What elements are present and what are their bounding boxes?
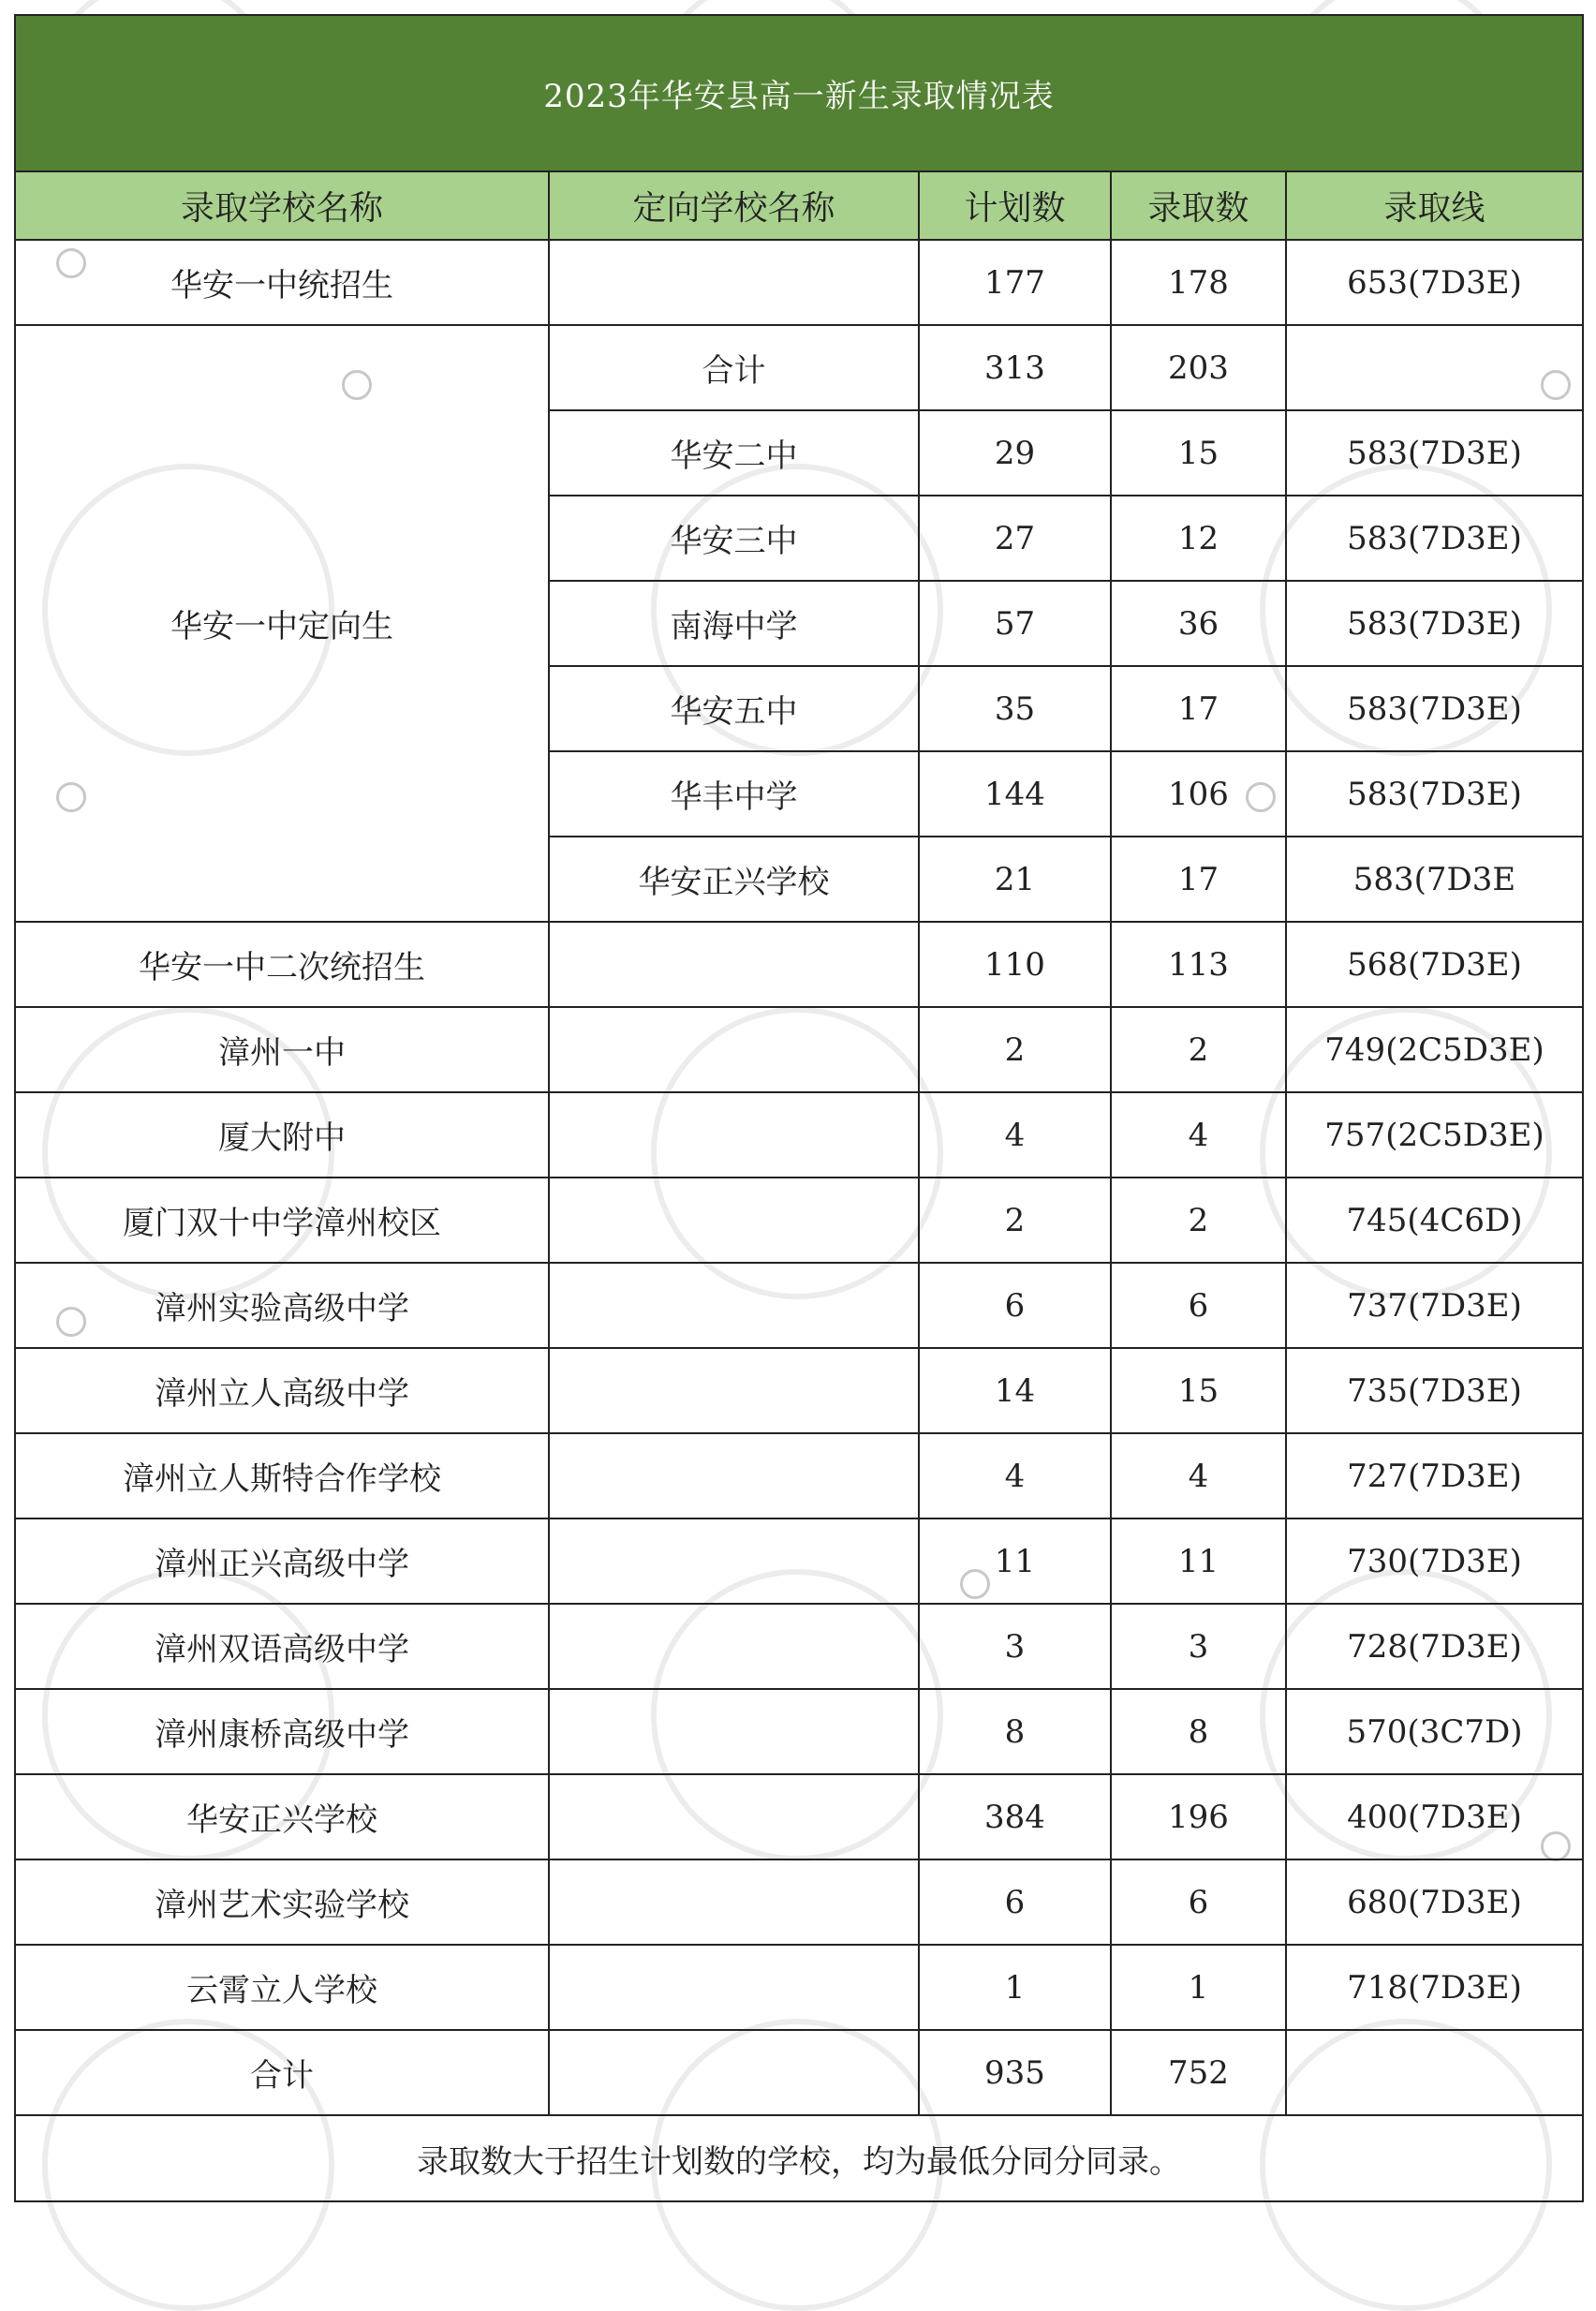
table-row (15, 1007, 1583, 1092)
table-row (15, 1604, 1583, 1689)
admitted-cell: 1 (1111, 1945, 1286, 2030)
school-cell: 漳州立人斯特合作学校 (15, 1433, 549, 1518)
admitted-cell: 8 (1111, 1689, 1286, 1774)
admitted-cell: 4 (1111, 1092, 1286, 1178)
plan-cell: 3 (919, 1604, 1111, 1689)
plan-cell: 57 (919, 581, 1111, 666)
plan-cell: 313 (919, 325, 1111, 410)
line-cell: 400(7D3E) (1286, 1774, 1583, 1859)
directed-cell (549, 1774, 919, 1859)
plan-cell: 8 (919, 1689, 1111, 1774)
table-title: 2023年华安县高一新生录取情况表 (15, 15, 1583, 171)
directed-cell (549, 1007, 919, 1092)
plan-cell: 27 (919, 496, 1111, 581)
admitted-cell: 6 (1111, 1859, 1286, 1945)
admitted-cell: 113 (1111, 922, 1286, 1007)
line-cell: 757(2C5D3E) (1286, 1092, 1583, 1178)
school-cell: 云霄立人学校 (15, 1945, 549, 2030)
plan-cell: 4 (919, 1433, 1111, 1518)
school-cell: 漳州艺术实验学校 (15, 1859, 549, 1945)
line-cell: 730(7D3E) (1286, 1518, 1583, 1604)
table-row (15, 1178, 1583, 1263)
table-row (15, 1518, 1583, 1604)
line-cell: 583(7D3E) (1286, 666, 1583, 751)
school-cell: 合计 (15, 2030, 549, 2115)
line-cell: 718(7D3E) (1286, 1945, 1583, 2030)
directed-cell: 华安二中 (549, 410, 919, 496)
school-cell: 漳州立人高级中学 (15, 1348, 549, 1433)
line-cell: 727(7D3E) (1286, 1433, 1583, 1518)
school-cell: 漳州实验高级中学 (15, 1263, 549, 1348)
line-cell (1286, 2030, 1583, 2115)
plan-cell: 11 (919, 1518, 1111, 1604)
admitted-cell: 17 (1111, 666, 1286, 751)
line-cell: 680(7D3E) (1286, 1859, 1583, 1945)
plan-cell: 1 (919, 1945, 1111, 2030)
line-cell: 728(7D3E) (1286, 1604, 1583, 1689)
col-header-school: 录取学校名称 (15, 171, 549, 240)
admitted-cell: 6 (1111, 1263, 1286, 1348)
directed-cell (549, 1348, 919, 1433)
plan-cell: 2 (919, 1007, 1111, 1092)
plan-cell: 6 (919, 1263, 1111, 1348)
table-row (15, 1348, 1583, 1433)
line-cell: 735(7D3E) (1286, 1348, 1583, 1433)
admitted-cell: 3 (1111, 1604, 1286, 1689)
admitted-cell: 2 (1111, 1007, 1286, 1092)
table-row (15, 1092, 1583, 1178)
table-row (15, 922, 1583, 1007)
admitted-cell: 196 (1111, 1774, 1286, 1859)
directed-cell (549, 1604, 919, 1689)
col-header-plan: 计划数 (919, 171, 1111, 240)
directed-cell (549, 1689, 919, 1774)
table-row (15, 1774, 1583, 1859)
footnote: 录取数大于招生计划数的学校，均为最低分同分同录。 (15, 2115, 1583, 2201)
directed-cell (549, 1859, 919, 1945)
directed-cell: 华安正兴学校 (549, 837, 919, 922)
school-cell: 华安正兴学校 (15, 1774, 549, 1859)
col-header-line: 录取线 (1286, 171, 1583, 240)
admitted-cell: 36 (1111, 581, 1286, 666)
admission-sheet (14, 14, 1582, 2220)
school-cell: 华安一中统招生 (15, 240, 549, 325)
line-cell: 583(7D3E) (1286, 581, 1583, 666)
directed-cell (549, 1945, 919, 2030)
directed-cell (549, 1518, 919, 1604)
admitted-cell: 15 (1111, 1348, 1286, 1433)
school-cell: 华安一中二次统招生 (15, 922, 549, 1007)
plan-cell: 935 (919, 2030, 1111, 2115)
admitted-cell: 752 (1111, 2030, 1286, 2115)
school-cell: 厦门双十中学漳州校区 (15, 1178, 549, 1263)
table-row (15, 325, 1583, 410)
plan-cell: 4 (919, 1092, 1111, 1178)
directed-cell: 合计 (549, 325, 919, 410)
note-row (15, 2115, 1583, 2201)
directed-cell (549, 922, 919, 1007)
table-row (15, 1945, 1583, 2030)
line-cell: 745(4C6D) (1286, 1178, 1583, 1263)
line-cell: 568(7D3E) (1286, 922, 1583, 1007)
line-cell (1286, 325, 1583, 410)
school-cell: 漳州一中 (15, 1007, 549, 1092)
plan-cell: 2 (919, 1178, 1111, 1263)
admitted-cell: 11 (1111, 1518, 1286, 1604)
school-cell: 厦大附中 (15, 1092, 549, 1178)
line-cell: 583(7D3E (1286, 837, 1583, 922)
plan-cell: 21 (919, 837, 1111, 922)
plan-cell: 144 (919, 751, 1111, 837)
line-cell: 749(2C5D3E) (1286, 1007, 1583, 1092)
admitted-cell: 178 (1111, 240, 1286, 325)
plan-cell: 35 (919, 666, 1111, 751)
total-row (15, 2030, 1583, 2115)
col-header-directed: 定向学校名称 (549, 171, 919, 240)
directed-cell (549, 1263, 919, 1348)
col-header-admitted: 录取数 (1111, 171, 1286, 240)
line-cell: 583(7D3E) (1286, 496, 1583, 581)
title-row (15, 15, 1583, 171)
table-row (15, 1433, 1583, 1518)
directed-cell (549, 240, 919, 325)
admitted-cell: 2 (1111, 1178, 1286, 1263)
admitted-cell: 15 (1111, 410, 1286, 496)
header-row (15, 171, 1583, 240)
admitted-cell: 17 (1111, 837, 1286, 922)
plan-cell: 110 (919, 922, 1111, 1007)
table-row (15, 1263, 1583, 1348)
table-row (15, 1859, 1583, 1945)
admitted-cell: 203 (1111, 325, 1286, 410)
directed-cell (549, 1092, 919, 1178)
line-cell: 583(7D3E) (1286, 410, 1583, 496)
directed-cell (549, 1433, 919, 1518)
line-cell: 570(3C7D) (1286, 1689, 1583, 1774)
table-row (15, 240, 1583, 325)
directed-cell (549, 2030, 919, 2115)
plan-cell: 384 (919, 1774, 1111, 1859)
school-cell: 漳州双语高级中学 (15, 1604, 549, 1689)
admitted-cell: 12 (1111, 496, 1286, 581)
admitted-cell: 106 (1111, 751, 1286, 837)
directed-cell (549, 1178, 919, 1263)
school-cell: 漳州正兴高级中学 (15, 1518, 549, 1604)
plan-cell: 177 (919, 240, 1111, 325)
directed-cell: 华安五中 (549, 666, 919, 751)
line-cell: 737(7D3E) (1286, 1263, 1583, 1348)
school-cell-directed-group: 华安一中定向生 (15, 325, 549, 922)
line-cell: 653(7D3E) (1286, 240, 1583, 325)
admission-table (14, 14, 1584, 2202)
school-cell: 漳州康桥高级中学 (15, 1689, 549, 1774)
plan-cell: 29 (919, 410, 1111, 496)
directed-cell: 华安三中 (549, 496, 919, 581)
admitted-cell: 4 (1111, 1433, 1286, 1518)
plan-cell: 14 (919, 1348, 1111, 1433)
directed-cell: 南海中学 (549, 581, 919, 666)
line-cell: 583(7D3E) (1286, 751, 1583, 837)
plan-cell: 6 (919, 1859, 1111, 1945)
directed-cell: 华丰中学 (549, 751, 919, 837)
table-row (15, 1689, 1583, 1774)
